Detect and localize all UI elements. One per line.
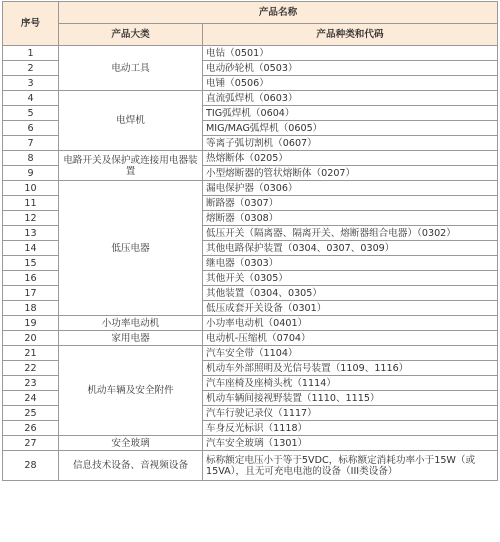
- row-number: 6: [3, 121, 59, 136]
- product-type-cell: 断路器（0307）: [203, 196, 498, 211]
- category-cell: 信息技术设备、音视频设备: [59, 451, 203, 481]
- row-number: 11: [3, 196, 59, 211]
- table-row: [3, 436, 498, 451]
- product-type-cell: 小功率电动机（0401）: [203, 316, 498, 331]
- row-number: 14: [3, 241, 59, 256]
- row-number: 7: [3, 136, 59, 151]
- row-number: 9: [3, 166, 59, 181]
- product-type-cell: 直流弧焊机（0603）: [203, 91, 498, 106]
- product-type-cell: 低压成套开关设备（0301）: [203, 301, 498, 316]
- row-number: 4: [3, 91, 59, 106]
- row-number: 5: [3, 106, 59, 121]
- row-number: 24: [3, 391, 59, 406]
- category-cell: 电路开关及保护或连接用电器装置: [59, 151, 203, 181]
- table-row: [3, 331, 498, 346]
- row-number: 15: [3, 256, 59, 271]
- row-number: 16: [3, 271, 59, 286]
- row-number: 8: [3, 151, 59, 166]
- row-number: 12: [3, 211, 59, 226]
- row-number: 3: [3, 76, 59, 91]
- product-type-cell: 继电器（0303）: [203, 256, 498, 271]
- header-type-code: 产品种类和代码: [203, 24, 498, 46]
- product-type-cell: 机动车外部照明及光信号装置（1109、1116）: [203, 361, 498, 376]
- product-type-cell: 电锤（0506）: [203, 76, 498, 91]
- product-type-cell: 电动机-压缩机（0704）: [203, 331, 498, 346]
- category-cell: 机动车辆及安全附件: [59, 346, 203, 436]
- row-number: 13: [3, 226, 59, 241]
- row-number: 10: [3, 181, 59, 196]
- product-type-cell: 其他装置（0304、0305）: [203, 286, 498, 301]
- category-cell: 家用电器: [59, 331, 203, 346]
- row-number: 18: [3, 301, 59, 316]
- table-row: [3, 346, 498, 361]
- product-type-cell: 等离子弧切割机（0607）: [203, 136, 498, 151]
- product-type-cell: 汽车座椅及座椅头枕（1114）: [203, 376, 498, 391]
- header-seq: 序号: [3, 2, 59, 46]
- product-type-cell: 低压开关（隔离器、隔离开关、熔断器组合电器）（0302）: [203, 226, 498, 241]
- category-cell: 电动工具: [59, 46, 203, 91]
- row-number: 26: [3, 421, 59, 436]
- product-type-cell: 电钻（0501）: [203, 46, 498, 61]
- row-number: 25: [3, 406, 59, 421]
- category-cell: 电焊机: [59, 91, 203, 151]
- table-row: [3, 316, 498, 331]
- product-type-cell: 机动车辆间接视野装置（1110、1115）: [203, 391, 498, 406]
- table-row: [3, 91, 498, 106]
- table-body: [3, 46, 498, 481]
- product-type-cell: 小型熔断器的管状熔断体（0207）: [203, 166, 498, 181]
- category-cell: 安全玻璃: [59, 436, 203, 451]
- product-type-cell: 热熔断体（0205）: [203, 151, 498, 166]
- row-number: 22: [3, 361, 59, 376]
- product-type-cell: 电动砂轮机（0503）: [203, 61, 498, 76]
- product-type-cell: 其他开关（0305）: [203, 271, 498, 286]
- row-number: 19: [3, 316, 59, 331]
- product-type-cell: 汽车安全玻璃（1301）: [203, 436, 498, 451]
- row-number: 21: [3, 346, 59, 361]
- row-number: 2: [3, 61, 59, 76]
- product-type-cell: 漏电保护器（0306）: [203, 181, 498, 196]
- product-type-cell: 车身反光标识（1118）: [203, 421, 498, 436]
- table-row: [3, 451, 498, 481]
- product-type-cell: TIG弧焊机（0604）: [203, 106, 498, 121]
- product-type-cell: MIG/MAG弧焊机（0605）: [203, 121, 498, 136]
- product-type-cell: 标称额定电压小于等于5VDC，标称额定消耗功率小于15W（或15VA），且无可充电电池的设备（III类设备）: [203, 451, 498, 481]
- product-type-cell: 熔断器（0308）: [203, 211, 498, 226]
- table-row: [3, 181, 498, 196]
- row-number: 28: [3, 451, 59, 481]
- table-row: [3, 46, 498, 61]
- row-number: 23: [3, 376, 59, 391]
- header-category: 产品大类: [59, 24, 203, 46]
- header-product-name: 产品名称: [59, 2, 498, 24]
- category-cell: 低压电器: [59, 181, 203, 316]
- product-type-cell: 汽车行驶记录仪（1117）: [203, 406, 498, 421]
- table-row: [3, 151, 498, 166]
- row-number: 17: [3, 286, 59, 301]
- category-cell: 小功率电动机: [59, 316, 203, 331]
- row-number: 1: [3, 46, 59, 61]
- product-type-cell: 汽车安全带（1104）: [203, 346, 498, 361]
- row-number: 27: [3, 436, 59, 451]
- product-catalog-table: [2, 1, 498, 481]
- row-number: 20: [3, 331, 59, 346]
- product-type-cell: 其他电路保护装置（0304、0307、0309）: [203, 241, 498, 256]
